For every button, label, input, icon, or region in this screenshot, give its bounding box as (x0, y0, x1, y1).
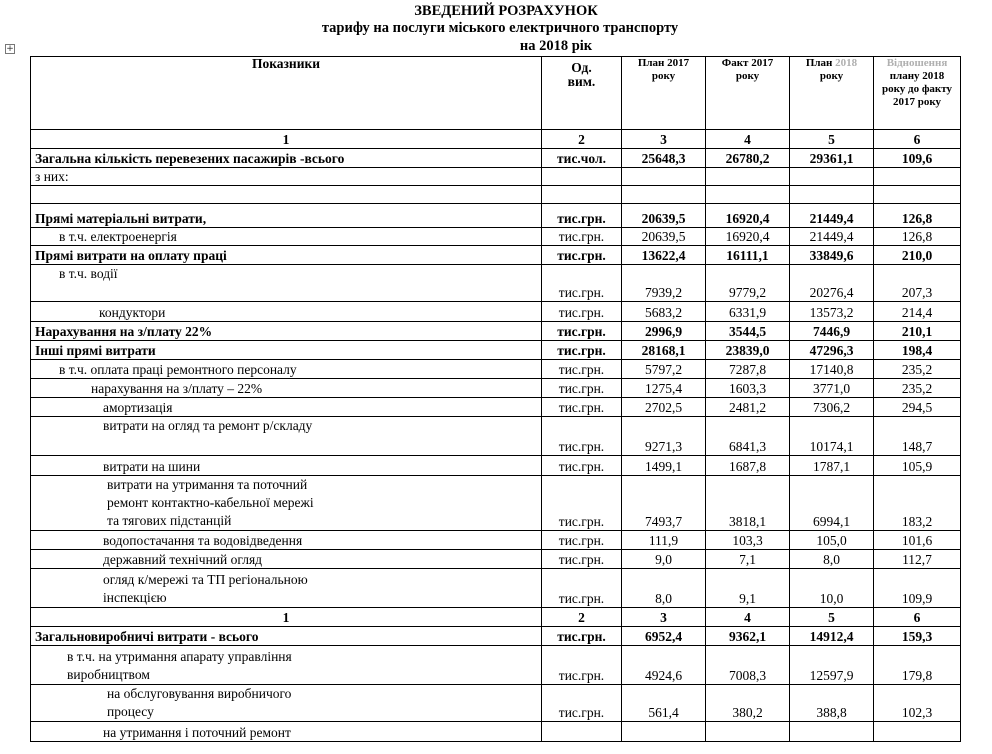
row-ratio: 102,3 (874, 685, 961, 722)
row-plan-2017: 20639,5 (622, 228, 706, 246)
table-row (31, 722, 961, 742)
colnum: 3 (622, 608, 706, 627)
header-plan-2018 (790, 57, 874, 130)
row-fact-2017: 9362,1 (706, 627, 790, 646)
row-unit: тис.грн. (542, 228, 622, 246)
header-unit (542, 57, 622, 130)
row-ratio: 109,6 (874, 149, 961, 168)
table-row (31, 186, 961, 204)
table-row (31, 646, 961, 685)
colnum: 5 (790, 608, 874, 627)
table-row (31, 246, 961, 265)
colnum: 3 (622, 130, 706, 149)
column-number-row (31, 130, 961, 149)
table-row (31, 476, 961, 531)
row-ratio: 112,7 (874, 550, 961, 569)
row-label: витрати на огляд та ремонт р/складу (31, 417, 542, 456)
colnum: 6 (874, 130, 961, 149)
row-ratio (874, 186, 961, 204)
row-fact-2017: 7,1 (706, 550, 790, 569)
row-unit: тис.грн. (542, 322, 622, 341)
row-plan-2017: 20639,5 (622, 204, 706, 228)
row-plan-2018: 3771,0 (790, 379, 874, 398)
row-label: витрати на шини (31, 456, 542, 476)
row-label: Інші прямі витрати (31, 341, 542, 360)
row-plan-2017: 28168,1 (622, 341, 706, 360)
table-row (31, 531, 961, 550)
row-label: нарахування на з/плату – 22% (31, 379, 542, 398)
column-number-row (31, 608, 961, 627)
row-plan-2018: 14912,4 (790, 627, 874, 646)
row-ratio: 109,9 (874, 569, 961, 608)
row-plan-2018: 29361,1 (790, 149, 874, 168)
row-ratio: 126,8 (874, 204, 961, 228)
row-label-line: виробництвом (67, 667, 150, 682)
row-plan-2018: 105,0 (790, 531, 874, 550)
table-row (31, 398, 961, 417)
row-plan-2018: 388,8 (790, 685, 874, 722)
row-ratio (874, 168, 961, 186)
row-plan-2018: 12597,9 (790, 646, 874, 685)
row-label: Загальна кількість перевезених пасажирів -всього (31, 149, 542, 168)
row-label-line: на обслуговування виробничого (107, 686, 292, 701)
tariff-table (30, 56, 961, 742)
row-ratio: 159,3 (874, 627, 961, 646)
row-unit: тис.грн. (542, 417, 622, 456)
row-unit (542, 168, 622, 186)
row-label (31, 186, 542, 204)
table-row (31, 168, 961, 186)
row-ratio: 214,4 (874, 302, 961, 322)
row-fact-2017: 380,2 (706, 685, 790, 722)
row-unit: тис.грн. (542, 476, 622, 531)
row-plan-2017 (622, 722, 706, 742)
row-plan-2018: 10,0 (790, 569, 874, 608)
table-row (31, 204, 961, 228)
header-plan-2018-a: План (805, 57, 836, 69)
row-unit: тис.грн. (542, 531, 622, 550)
row-label: в т.ч. водії (31, 265, 542, 302)
row-fact-2017: 9779,2 (706, 265, 790, 302)
table-row (31, 149, 961, 168)
row-ratio: 210,1 (874, 322, 961, 341)
row-label (31, 476, 542, 531)
table-row (31, 569, 961, 608)
row-fact-2017: 26780,2 (706, 149, 790, 168)
row-plan-2017: 5683,2 (622, 302, 706, 322)
table-row (31, 685, 961, 722)
row-plan-2017: 561,4 (622, 685, 706, 722)
row-plan-2018: 33849,6 (790, 246, 874, 265)
row-plan-2017: 6952,4 (622, 627, 706, 646)
row-label: в т.ч. оплата праці ремонтного персоналу (31, 360, 542, 379)
row-fact-2017: 9,1 (706, 569, 790, 608)
row-label-line: огляд к/мережі та ТП регіональною (103, 572, 308, 587)
row-unit: тис.грн. (542, 627, 622, 646)
colnum: 5 (790, 130, 874, 149)
row-plan-2018: 17140,8 (790, 360, 874, 379)
row-label (31, 685, 542, 722)
row-unit: тис.грн. (542, 398, 622, 417)
row-ratio: 126,8 (874, 228, 961, 246)
row-label-line: та тягових підстанцій (107, 513, 232, 528)
row-plan-2018: 1787,1 (790, 456, 874, 476)
row-fact-2017 (706, 722, 790, 742)
row-plan-2017: 7939,2 (622, 265, 706, 302)
row-plan-2018 (790, 186, 874, 204)
row-ratio: 101,6 (874, 531, 961, 550)
row-fact-2017: 103,3 (706, 531, 790, 550)
row-label: в т.ч. електроенергія (31, 228, 542, 246)
row-ratio: 105,9 (874, 456, 961, 476)
row-ratio: 198,4 (874, 341, 961, 360)
row-unit: тис.грн. (542, 685, 622, 722)
row-plan-2018: 8,0 (790, 550, 874, 569)
row-unit: тис.грн. (542, 204, 622, 228)
document-subtitle: тарифу на послуги міського електричного транспорту (321, 20, 679, 36)
table-row (31, 417, 961, 456)
row-fact-2017: 16111,1 (706, 246, 790, 265)
row-plan-2018: 20276,4 (790, 265, 874, 302)
row-unit: тис.грн. (542, 341, 622, 360)
row-unit: тис.грн. (542, 302, 622, 322)
row-ratio: 235,2 (874, 360, 961, 379)
table-move-handle-icon[interactable]: + (6, 44, 14, 54)
row-plan-2017: 2996,9 (622, 322, 706, 341)
document-title: ЗВЕДЕНИЙ РОЗРАХУНОК (414, 3, 598, 19)
header-ratio-b: плану 2018 року до факту 2017 року (881, 70, 953, 108)
row-plan-2018 (790, 722, 874, 742)
row-plan-2018: 10174,1 (790, 417, 874, 456)
row-plan-2018: 7306,2 (790, 398, 874, 417)
row-label-line: процесу (107, 704, 154, 719)
row-label: Нарахування на з/плату 22% (31, 322, 542, 341)
row-ratio: 207,3 (874, 265, 961, 302)
row-plan-2017: 13622,4 (622, 246, 706, 265)
row-label: на утримання і поточний ремонт (31, 722, 542, 742)
row-ratio: 235,2 (874, 379, 961, 398)
row-plan-2017: 7493,7 (622, 476, 706, 531)
header-plan-2018-b: 2018 (835, 57, 858, 69)
row-label-line: витрати на утримання та поточний (107, 477, 308, 492)
colnum: 1 (31, 130, 542, 149)
row-fact-2017: 6841,3 (706, 417, 790, 456)
header-indicators: Показники (31, 57, 542, 130)
row-ratio: 210,0 (874, 246, 961, 265)
row-plan-2017: 9,0 (622, 550, 706, 569)
table-row (31, 627, 961, 646)
row-plan-2018: 6994,1 (790, 476, 874, 531)
table-row (31, 228, 961, 246)
row-plan-2017 (622, 186, 706, 204)
colnum: 6 (874, 608, 961, 627)
row-label: водопостачання та водовідведення (31, 531, 542, 550)
row-plan-2017: 8,0 (622, 569, 706, 608)
row-fact-2017: 3544,5 (706, 322, 790, 341)
row-fact-2017: 1603,3 (706, 379, 790, 398)
header-fact-2017: Факт 2017 року (706, 57, 790, 130)
row-plan-2017 (622, 168, 706, 186)
row-unit: тис.грн. (542, 360, 622, 379)
row-ratio: 183,2 (874, 476, 961, 531)
row-label: Прямі матеріальні витрати, (31, 204, 542, 228)
row-fact-2017: 7287,8 (706, 360, 790, 379)
header-unit-line2: вим. (567, 74, 596, 89)
row-plan-2018 (790, 168, 874, 186)
row-plan-2017: 111,9 (622, 531, 706, 550)
row-unit: тис.грн. (542, 456, 622, 476)
row-plan-2018: 21449,4 (790, 204, 874, 228)
row-ratio: 179,8 (874, 646, 961, 685)
row-fact-2017 (706, 186, 790, 204)
row-plan-2017: 4924,6 (622, 646, 706, 685)
colnum: 4 (706, 608, 790, 627)
row-label (31, 646, 542, 685)
table-row (31, 302, 961, 322)
row-ratio: 148,7 (874, 417, 961, 456)
row-unit: тис.грн. (542, 550, 622, 569)
row-unit: тис.чол. (542, 149, 622, 168)
row-plan-2017: 1275,4 (622, 379, 706, 398)
row-plan-2017: 2702,5 (622, 398, 706, 417)
row-plan-2017: 1499,1 (622, 456, 706, 476)
colnum: 4 (706, 130, 790, 149)
row-fact-2017: 23839,0 (706, 341, 790, 360)
table-row (31, 360, 961, 379)
header-ratio-a: Відношення (886, 57, 948, 69)
header-ratio (874, 57, 961, 130)
row-ratio: 294,5 (874, 398, 961, 417)
row-fact-2017 (706, 168, 790, 186)
row-fact-2017: 6331,9 (706, 302, 790, 322)
row-unit: тис.грн. (542, 246, 622, 265)
row-ratio (874, 722, 961, 742)
row-fact-2017: 7008,3 (706, 646, 790, 685)
table-row (31, 341, 961, 360)
row-plan-2017: 5797,2 (622, 360, 706, 379)
row-plan-2018: 7446,9 (790, 322, 874, 341)
row-label-line: в т.ч. на утримання апарату управління (67, 649, 292, 664)
row-unit: тис.грн. (542, 265, 622, 302)
row-unit: тис.грн. (542, 646, 622, 685)
row-plan-2018: 21449,4 (790, 228, 874, 246)
row-plan-2017: 9271,3 (622, 417, 706, 456)
row-unit: тис.грн. (542, 379, 622, 398)
row-plan-2018: 13573,2 (790, 302, 874, 322)
row-label: Прямі витрати на оплату праці (31, 246, 542, 265)
colnum: 2 (542, 608, 622, 627)
header-plan-2017: План 2017 року (622, 57, 706, 130)
colnum: 1 (31, 608, 542, 627)
table-row (31, 379, 961, 398)
table-header-row (31, 57, 961, 130)
table-row (31, 550, 961, 569)
row-label-line: ремонт контактно-кабельної мережі (107, 495, 314, 510)
row-fact-2017: 3818,1 (706, 476, 790, 531)
row-label: Загальновиробничі витрати - всього (31, 627, 542, 646)
row-label (31, 569, 542, 608)
row-label: амортизація (31, 398, 542, 417)
table-row (31, 265, 961, 302)
row-unit (542, 722, 622, 742)
header-unit-line1: Од. (571, 60, 592, 75)
row-fact-2017: 1687,8 (706, 456, 790, 476)
colnum: 2 (542, 130, 622, 149)
row-fact-2017: 16920,4 (706, 228, 790, 246)
row-label: кондуктори (31, 302, 542, 322)
document-year: на 2018 рік (519, 38, 593, 54)
row-unit (542, 186, 622, 204)
row-plan-2018: 47296,3 (790, 341, 874, 360)
row-unit: тис.грн. (542, 569, 622, 608)
table-row (31, 322, 961, 341)
row-label-line: інспекцією (103, 590, 167, 605)
header-plan-2018-c: року (819, 70, 844, 82)
row-label: з них: (31, 168, 542, 186)
table-row (31, 456, 961, 476)
row-fact-2017: 16920,4 (706, 204, 790, 228)
row-plan-2017: 25648,3 (622, 149, 706, 168)
row-label: державний технічний огляд (31, 550, 542, 569)
row-fact-2017: 2481,2 (706, 398, 790, 417)
